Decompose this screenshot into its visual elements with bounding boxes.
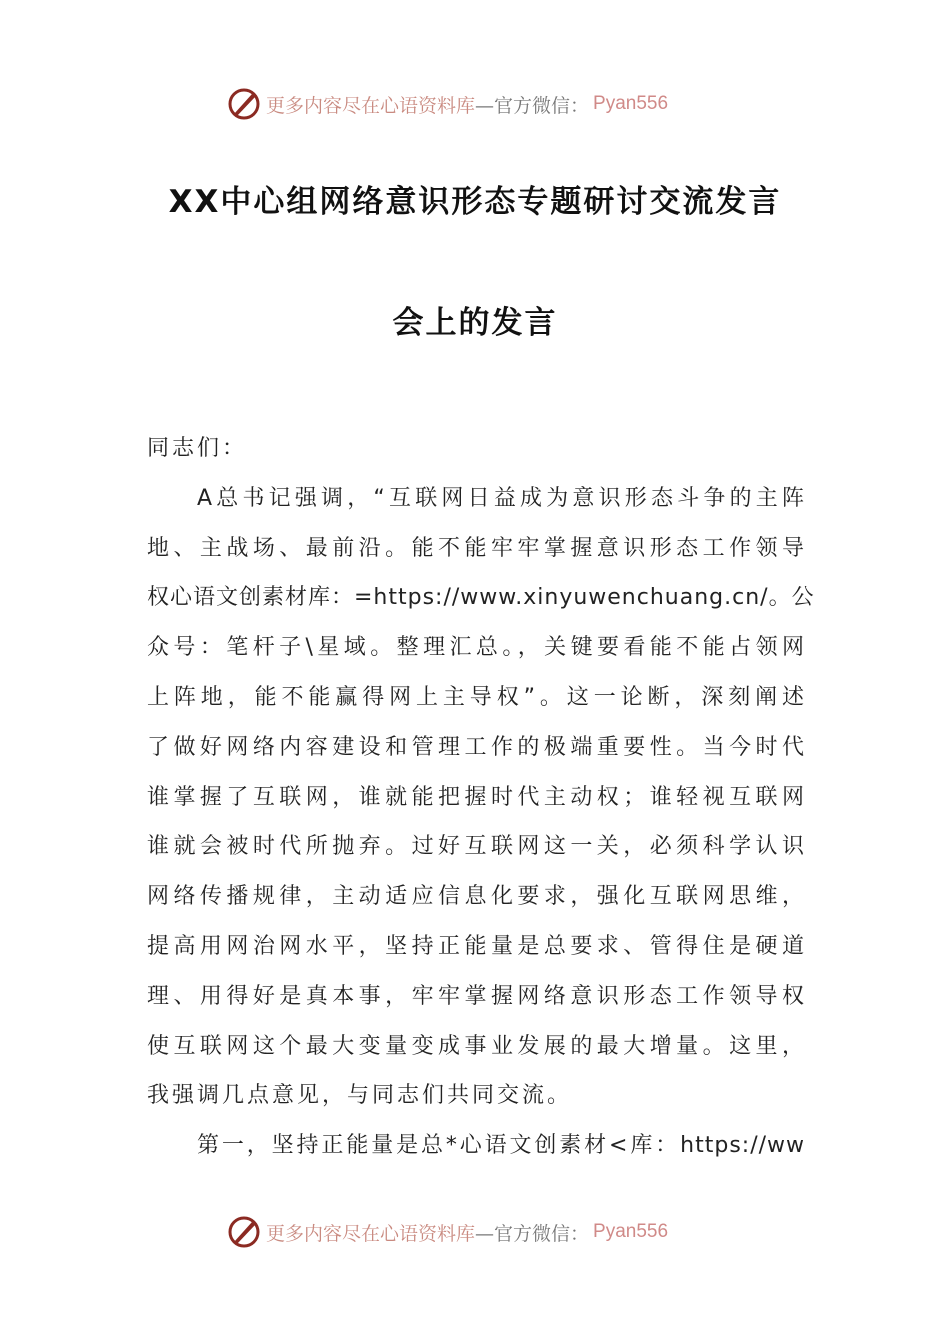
body-line: 谁就会被时代所抛弃。过好互联网这一关，必须科学认识 — [147, 834, 805, 860]
salutation: 同志们： — [147, 436, 248, 461]
body-line: 众号：笔杆子\星域。整理汇总。，关键要看能不能占领网 — [147, 635, 805, 661]
doc-title-line1: XX中心组网络意识形态专题研讨交流发言 — [168, 184, 782, 220]
body-line: 提高用网治网水平，坚持正能量是总要求、管得住是硬道 — [147, 933, 805, 959]
body-line: 权心语文创素材库：=https://www.xinyuwenchuang.cn/。公 — [147, 585, 815, 611]
pen-logo-icon — [226, 86, 262, 122]
body-line: 第一，坚持正能量是总*心语文创素材<库：https://ww — [197, 1133, 805, 1159]
body-line: 上阵地，能不能赢得网上主导权”。这一论断，深刻阐述 — [147, 684, 805, 710]
pen-logo-icon — [226, 1214, 262, 1250]
body-line: 使互联网这个最大变量变成事业发展的最大增量。这里， — [147, 1033, 805, 1059]
banner-wechat-id: Pyan556 — [593, 93, 669, 114]
body-line: 地、主战场、最前沿。能不能牢牢掌握意识形态工作领导 — [147, 535, 805, 561]
footer-banner — [226, 1212, 726, 1252]
banner-separator: —官方微信： — [475, 1222, 590, 1245]
header-banner — [226, 84, 726, 124]
doc-title-line2: 会上的发言 — [392, 305, 558, 341]
banner-wechat-id: Pyan556 — [593, 1221, 669, 1242]
banner-text: 更多内容尽在心语资料库 — [266, 94, 476, 117]
banner-separator: —官方微信： — [475, 94, 590, 117]
body-line: 谁掌握了互联网，谁就能把握时代主动权；谁轻视互联网 — [147, 784, 805, 810]
body-line: 网络传播规律，主动适应信息化要求，强化互联网思维， — [147, 884, 805, 910]
body-line: 了做好网络内容建设和管理工作的极端重要性。当今时代 — [147, 734, 805, 760]
body-line: 理、用得好是真本事，牢牢掌握网络意识形态工作领导权 — [147, 983, 805, 1009]
body-line: A总书记强调，“互联网日益成为意识形态斗争的主阵 — [197, 485, 805, 511]
banner-text: 更多内容尽在心语资料库 — [266, 1222, 476, 1245]
body-line: 我强调几点意见，与同志们共同交流。 — [147, 1083, 573, 1109]
doc-body — [147, 430, 815, 1177]
